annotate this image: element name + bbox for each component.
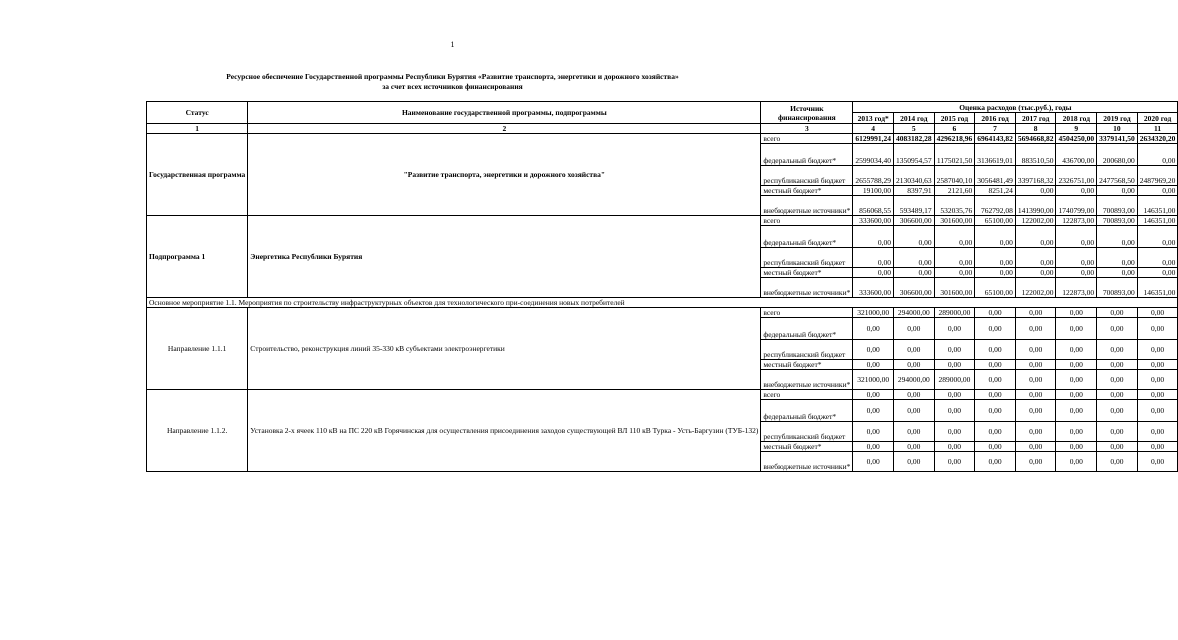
- year-header: 2016 год: [975, 113, 1016, 124]
- funding-source: федеральный бюджет*: [761, 318, 853, 340]
- amount-cell: 2130340,63: [893, 166, 934, 186]
- amount-cell: 0,00: [853, 340, 894, 360]
- amount-cell: 0,00: [1015, 248, 1056, 268]
- amount-cell: 0,00: [893, 318, 934, 340]
- amount-cell: 1413990,00: [1015, 196, 1056, 216]
- amount-cell: 0,00: [975, 442, 1016, 452]
- funding-source: республиканский бюджет: [761, 248, 853, 268]
- amount-cell: 4504250,00: [1056, 134, 1097, 144]
- column-index: 8: [1015, 124, 1056, 134]
- section-row: [147, 298, 1178, 308]
- amount-cell: 0,00: [934, 422, 975, 442]
- amount-cell: 1740799,00: [1056, 196, 1097, 216]
- year-header: 2020 год: [1137, 113, 1178, 124]
- amount-cell: 0,00: [975, 248, 1016, 268]
- amount-cell: 65100,00: [975, 216, 1016, 226]
- amount-cell: 0,00: [893, 226, 934, 248]
- amount-cell: 146351,00: [1137, 196, 1178, 216]
- amount-cell: 0,00: [1137, 400, 1178, 422]
- resource-table: [146, 101, 1178, 472]
- amount-cell: 436700,00: [1056, 144, 1097, 166]
- amount-cell: 0,00: [1015, 340, 1056, 360]
- amount-cell: 122002,00: [1015, 278, 1056, 298]
- amount-cell: 0,00: [1015, 308, 1056, 318]
- amount-cell: 532035,76: [934, 196, 975, 216]
- funding-source: внебюджетные источники*: [761, 196, 853, 216]
- funding-source: федеральный бюджет*: [761, 226, 853, 248]
- row-program-name: "Развитие транспорта, энергетики и дорожного хозяйства": [248, 134, 761, 216]
- amount-cell: 0,00: [975, 268, 1016, 278]
- amount-cell: 0,00: [1015, 422, 1056, 442]
- table-row: [147, 134, 1178, 144]
- amount-cell: 294000,00: [893, 370, 934, 390]
- amount-cell: 0,00: [1056, 186, 1097, 196]
- header-status: Статус: [147, 102, 248, 124]
- amount-cell: 0,00: [934, 390, 975, 400]
- amount-cell: 0,00: [893, 442, 934, 452]
- column-index: 11: [1137, 124, 1178, 134]
- amount-cell: 0,00: [853, 318, 894, 340]
- amount-cell: 700893,00: [1097, 278, 1138, 298]
- amount-cell: 856068,55: [853, 196, 894, 216]
- amount-cell: 0,00: [1015, 268, 1056, 278]
- funding-source: всего: [761, 216, 853, 226]
- amount-cell: 0,00: [1097, 422, 1138, 442]
- amount-cell: 0,00: [1137, 340, 1178, 360]
- amount-cell: 0,00: [893, 400, 934, 422]
- amount-cell: 0,00: [853, 268, 894, 278]
- amount-cell: 0,00: [1097, 318, 1138, 340]
- amount-cell: 0,00: [975, 390, 1016, 400]
- amount-cell: 2326751,00: [1056, 166, 1097, 186]
- amount-cell: 0,00: [1015, 226, 1056, 248]
- amount-cell: 0,00: [975, 318, 1016, 340]
- amount-cell: 146351,00: [1137, 278, 1178, 298]
- amount-cell: 593489,17: [893, 196, 934, 216]
- amount-cell: 0,00: [893, 452, 934, 472]
- amount-cell: 333600,00: [853, 216, 894, 226]
- amount-cell: 0,00: [853, 452, 894, 472]
- header-estimate: Оценка расходов (тыс.руб.), годы: [853, 102, 1178, 113]
- amount-cell: 0,00: [1015, 452, 1056, 472]
- amount-cell: 2477568,50: [1097, 166, 1138, 186]
- amount-cell: 321000,00: [853, 308, 894, 318]
- amount-cell: 0,00: [1097, 452, 1138, 472]
- amount-cell: 0,00: [975, 308, 1016, 318]
- funding-source: внебюджетные источники*: [761, 278, 853, 298]
- amount-cell: 0,00: [934, 340, 975, 360]
- funding-source: всего: [761, 390, 853, 400]
- amount-cell: 289000,00: [934, 370, 975, 390]
- title-line-1: Ресурсное обеспечение Государственной программы Республики Бурятия «Развитие транспорта, энергетики и дорожного хозяйства»: [226, 72, 679, 81]
- amount-cell: 0,00: [975, 370, 1016, 390]
- amount-cell: 0,00: [893, 390, 934, 400]
- amount-cell: 0,00: [1137, 186, 1178, 196]
- funding-source: внебюджетные источники*: [761, 370, 853, 390]
- amount-cell: 0,00: [934, 442, 975, 452]
- amount-cell: 0,00: [1097, 360, 1138, 370]
- amount-cell: 0,00: [893, 360, 934, 370]
- amount-cell: 0,00: [1137, 226, 1178, 248]
- amount-cell: 0,00: [975, 340, 1016, 360]
- table-row: [147, 390, 1178, 400]
- amount-cell: 306600,00: [893, 278, 934, 298]
- table-row: [147, 216, 1178, 226]
- amount-cell: 4083182,28: [893, 134, 934, 144]
- amount-cell: 301600,00: [934, 278, 975, 298]
- amount-cell: 0,00: [1015, 390, 1056, 400]
- amount-cell: 65100,00: [975, 278, 1016, 298]
- amount-cell: 1350954,57: [893, 144, 934, 166]
- amount-cell: 0,00: [1056, 226, 1097, 248]
- page-number: 1: [450, 40, 455, 49]
- amount-cell: 0,00: [1015, 370, 1056, 390]
- row-program-name: Энергетика Республики Бурятия: [248, 216, 761, 298]
- funding-source: федеральный бюджет*: [761, 400, 853, 422]
- amount-cell: 4296218,96: [934, 134, 975, 144]
- row-program-name: Строительство, реконструкция линий 35-330 кВ субъектами электроэнергетики: [248, 308, 761, 390]
- amount-cell: 8251,24: [975, 186, 1016, 196]
- amount-cell: 0,00: [975, 226, 1016, 248]
- amount-cell: 883510,50: [1015, 144, 1056, 166]
- amount-cell: 2121,60: [934, 186, 975, 196]
- section-title: Основное мероприятие 1.1. Мероприятия по строительству инфраструктурных объектов для технологического при-соединения новых потребителей: [147, 298, 1178, 308]
- funding-source: федеральный бюджет*: [761, 144, 853, 166]
- column-index-row: [147, 124, 1178, 134]
- amount-cell: 0,00: [893, 422, 934, 442]
- amount-cell: 0,00: [975, 400, 1016, 422]
- amount-cell: 0,00: [1056, 360, 1097, 370]
- column-index: 6: [934, 124, 975, 134]
- amount-cell: 0,00: [1137, 452, 1178, 472]
- amount-cell: 0,00: [1056, 248, 1097, 268]
- amount-cell: 0,00: [893, 268, 934, 278]
- amount-cell: 0,00: [1097, 400, 1138, 422]
- amount-cell: 2655788,29: [853, 166, 894, 186]
- amount-cell: 0,00: [1015, 360, 1056, 370]
- amount-cell: 0,00: [1056, 308, 1097, 318]
- amount-cell: 6129991,24: [853, 134, 894, 144]
- amount-cell: 0,00: [1097, 268, 1138, 278]
- amount-cell: 2587040,10: [934, 166, 975, 186]
- funding-source: всего: [761, 134, 853, 144]
- year-header: 2015 год: [934, 113, 975, 124]
- column-index: 1: [147, 124, 248, 134]
- amount-cell: 3379141,50: [1097, 134, 1138, 144]
- amount-cell: 0,00: [853, 442, 894, 452]
- year-header: 2014 год: [893, 113, 934, 124]
- amount-cell: 0,00: [1137, 360, 1178, 370]
- amount-cell: 0,00: [1015, 442, 1056, 452]
- amount-cell: 0,00: [1056, 390, 1097, 400]
- document-title: [0, 72, 905, 92]
- amount-cell: 762792,08: [975, 196, 1016, 216]
- amount-cell: 122873,00: [1056, 278, 1097, 298]
- funding-source: республиканский бюджет: [761, 340, 853, 360]
- amount-cell: 5694668,82: [1015, 134, 1056, 144]
- amount-cell: 0,00: [1056, 442, 1097, 452]
- amount-cell: 0,00: [1097, 340, 1138, 360]
- column-index: 10: [1097, 124, 1138, 134]
- amount-cell: 0,00: [1097, 186, 1138, 196]
- amount-cell: 2599034,40: [853, 144, 894, 166]
- header-name: Наименование государственной программы, подпрограммы: [248, 102, 761, 124]
- amount-cell: 0,00: [1137, 308, 1178, 318]
- amount-cell: 700893,00: [1097, 216, 1138, 226]
- amount-cell: 1175021,50: [934, 144, 975, 166]
- amount-cell: 0,00: [1137, 390, 1178, 400]
- amount-cell: 122873,00: [1056, 216, 1097, 226]
- column-index: 2: [248, 124, 761, 134]
- amount-cell: 0,00: [1137, 370, 1178, 390]
- amount-cell: 6964143,82: [975, 134, 1016, 144]
- amount-cell: 0,00: [1097, 370, 1138, 390]
- amount-cell: 0,00: [934, 318, 975, 340]
- year-header: 2018 год: [1056, 113, 1097, 124]
- amount-cell: 0,00: [1137, 422, 1178, 442]
- amount-cell: 0,00: [1097, 248, 1138, 268]
- amount-cell: 3056481,49: [975, 166, 1016, 186]
- amount-cell: 8397,91: [893, 186, 934, 196]
- amount-cell: 0,00: [934, 226, 975, 248]
- amount-cell: 0,00: [853, 390, 894, 400]
- amount-cell: 3136619,01: [975, 144, 1016, 166]
- amount-cell: 0,00: [934, 360, 975, 370]
- funding-source: республиканский бюджет: [761, 166, 853, 186]
- amount-cell: 321000,00: [853, 370, 894, 390]
- funding-source: местный бюджет*: [761, 186, 853, 196]
- header-source: Источник финансирования: [761, 102, 853, 124]
- amount-cell: 0,00: [853, 360, 894, 370]
- amount-cell: 0,00: [1015, 186, 1056, 196]
- amount-cell: 0,00: [934, 248, 975, 268]
- funding-source: местный бюджет*: [761, 442, 853, 452]
- amount-cell: 0,00: [975, 422, 1016, 442]
- funding-source: республиканский бюджет: [761, 422, 853, 442]
- amount-cell: 2487969,20: [1137, 166, 1178, 186]
- amount-cell: 0,00: [1056, 340, 1097, 360]
- row-status: Направление 1.1.1: [147, 308, 248, 390]
- year-header: 2019 год: [1097, 113, 1138, 124]
- amount-cell: 294000,00: [893, 308, 934, 318]
- amount-cell: 0,00: [1056, 400, 1097, 422]
- amount-cell: 0,00: [1056, 422, 1097, 442]
- amount-cell: 0,00: [975, 452, 1016, 472]
- amount-cell: 0,00: [1137, 248, 1178, 268]
- amount-cell: 0,00: [1056, 268, 1097, 278]
- amount-cell: 0,00: [1097, 442, 1138, 452]
- amount-cell: 0,00: [1097, 226, 1138, 248]
- amount-cell: 0,00: [893, 340, 934, 360]
- amount-cell: 2634320,20: [1137, 134, 1178, 144]
- amount-cell: 0,00: [853, 400, 894, 422]
- amount-cell: 0,00: [975, 360, 1016, 370]
- amount-cell: 289000,00: [934, 308, 975, 318]
- amount-cell: 0,00: [1097, 308, 1138, 318]
- column-index: 9: [1056, 124, 1097, 134]
- table-row: [147, 308, 1178, 318]
- amount-cell: 122002,00: [1015, 216, 1056, 226]
- column-index: 5: [893, 124, 934, 134]
- amount-cell: 0,00: [1056, 318, 1097, 340]
- amount-cell: 0,00: [934, 452, 975, 472]
- funding-source: всего: [761, 308, 853, 318]
- amount-cell: 19100,00: [853, 186, 894, 196]
- amount-cell: 0,00: [853, 422, 894, 442]
- amount-cell: 700893,00: [1097, 196, 1138, 216]
- amount-cell: 0,00: [1056, 370, 1097, 390]
- amount-cell: 200680,00: [1097, 144, 1138, 166]
- amount-cell: 0,00: [1137, 144, 1178, 166]
- amount-cell: 0,00: [1137, 318, 1178, 340]
- funding-source: внебюджетные источники*: [761, 452, 853, 472]
- amount-cell: 0,00: [853, 226, 894, 248]
- amount-cell: 0,00: [1097, 390, 1138, 400]
- row-status: Государственная программа: [147, 134, 248, 216]
- amount-cell: 0,00: [934, 268, 975, 278]
- row-program-name: Установка 2-х ячеек 110 кВ на ПС 220 кВ Горячинская для осуществления присоединения заходов существующей ВЛ 110 кВ Турка - Усть-Баргузин (ТУБ-132): [248, 390, 761, 472]
- amount-cell: 0,00: [1137, 268, 1178, 278]
- amount-cell: 0,00: [893, 248, 934, 268]
- column-index: 7: [975, 124, 1016, 134]
- amount-cell: 146351,00: [1137, 216, 1178, 226]
- funding-source: местный бюджет*: [761, 268, 853, 278]
- column-index: 4: [853, 124, 894, 134]
- year-header: 2013 год*: [853, 113, 894, 124]
- amount-cell: 306600,00: [893, 216, 934, 226]
- amount-cell: 3397168,32: [1015, 166, 1056, 186]
- title-line-2: за счет всех источников финансирования: [382, 82, 523, 91]
- amount-cell: 0,00: [1015, 318, 1056, 340]
- amount-cell: 0,00: [853, 248, 894, 268]
- column-index: 3: [761, 124, 853, 134]
- amount-cell: 0,00: [1137, 442, 1178, 452]
- amount-cell: 333600,00: [853, 278, 894, 298]
- amount-cell: 0,00: [1056, 452, 1097, 472]
- row-status: Подпрограмма 1: [147, 216, 248, 298]
- row-status: Направление 1.1.2.: [147, 390, 248, 472]
- amount-cell: 301600,00: [934, 216, 975, 226]
- amount-cell: 0,00: [934, 400, 975, 422]
- funding-source: местный бюджет*: [761, 360, 853, 370]
- amount-cell: 0,00: [1015, 400, 1056, 422]
- year-header: 2017 год: [1015, 113, 1056, 124]
